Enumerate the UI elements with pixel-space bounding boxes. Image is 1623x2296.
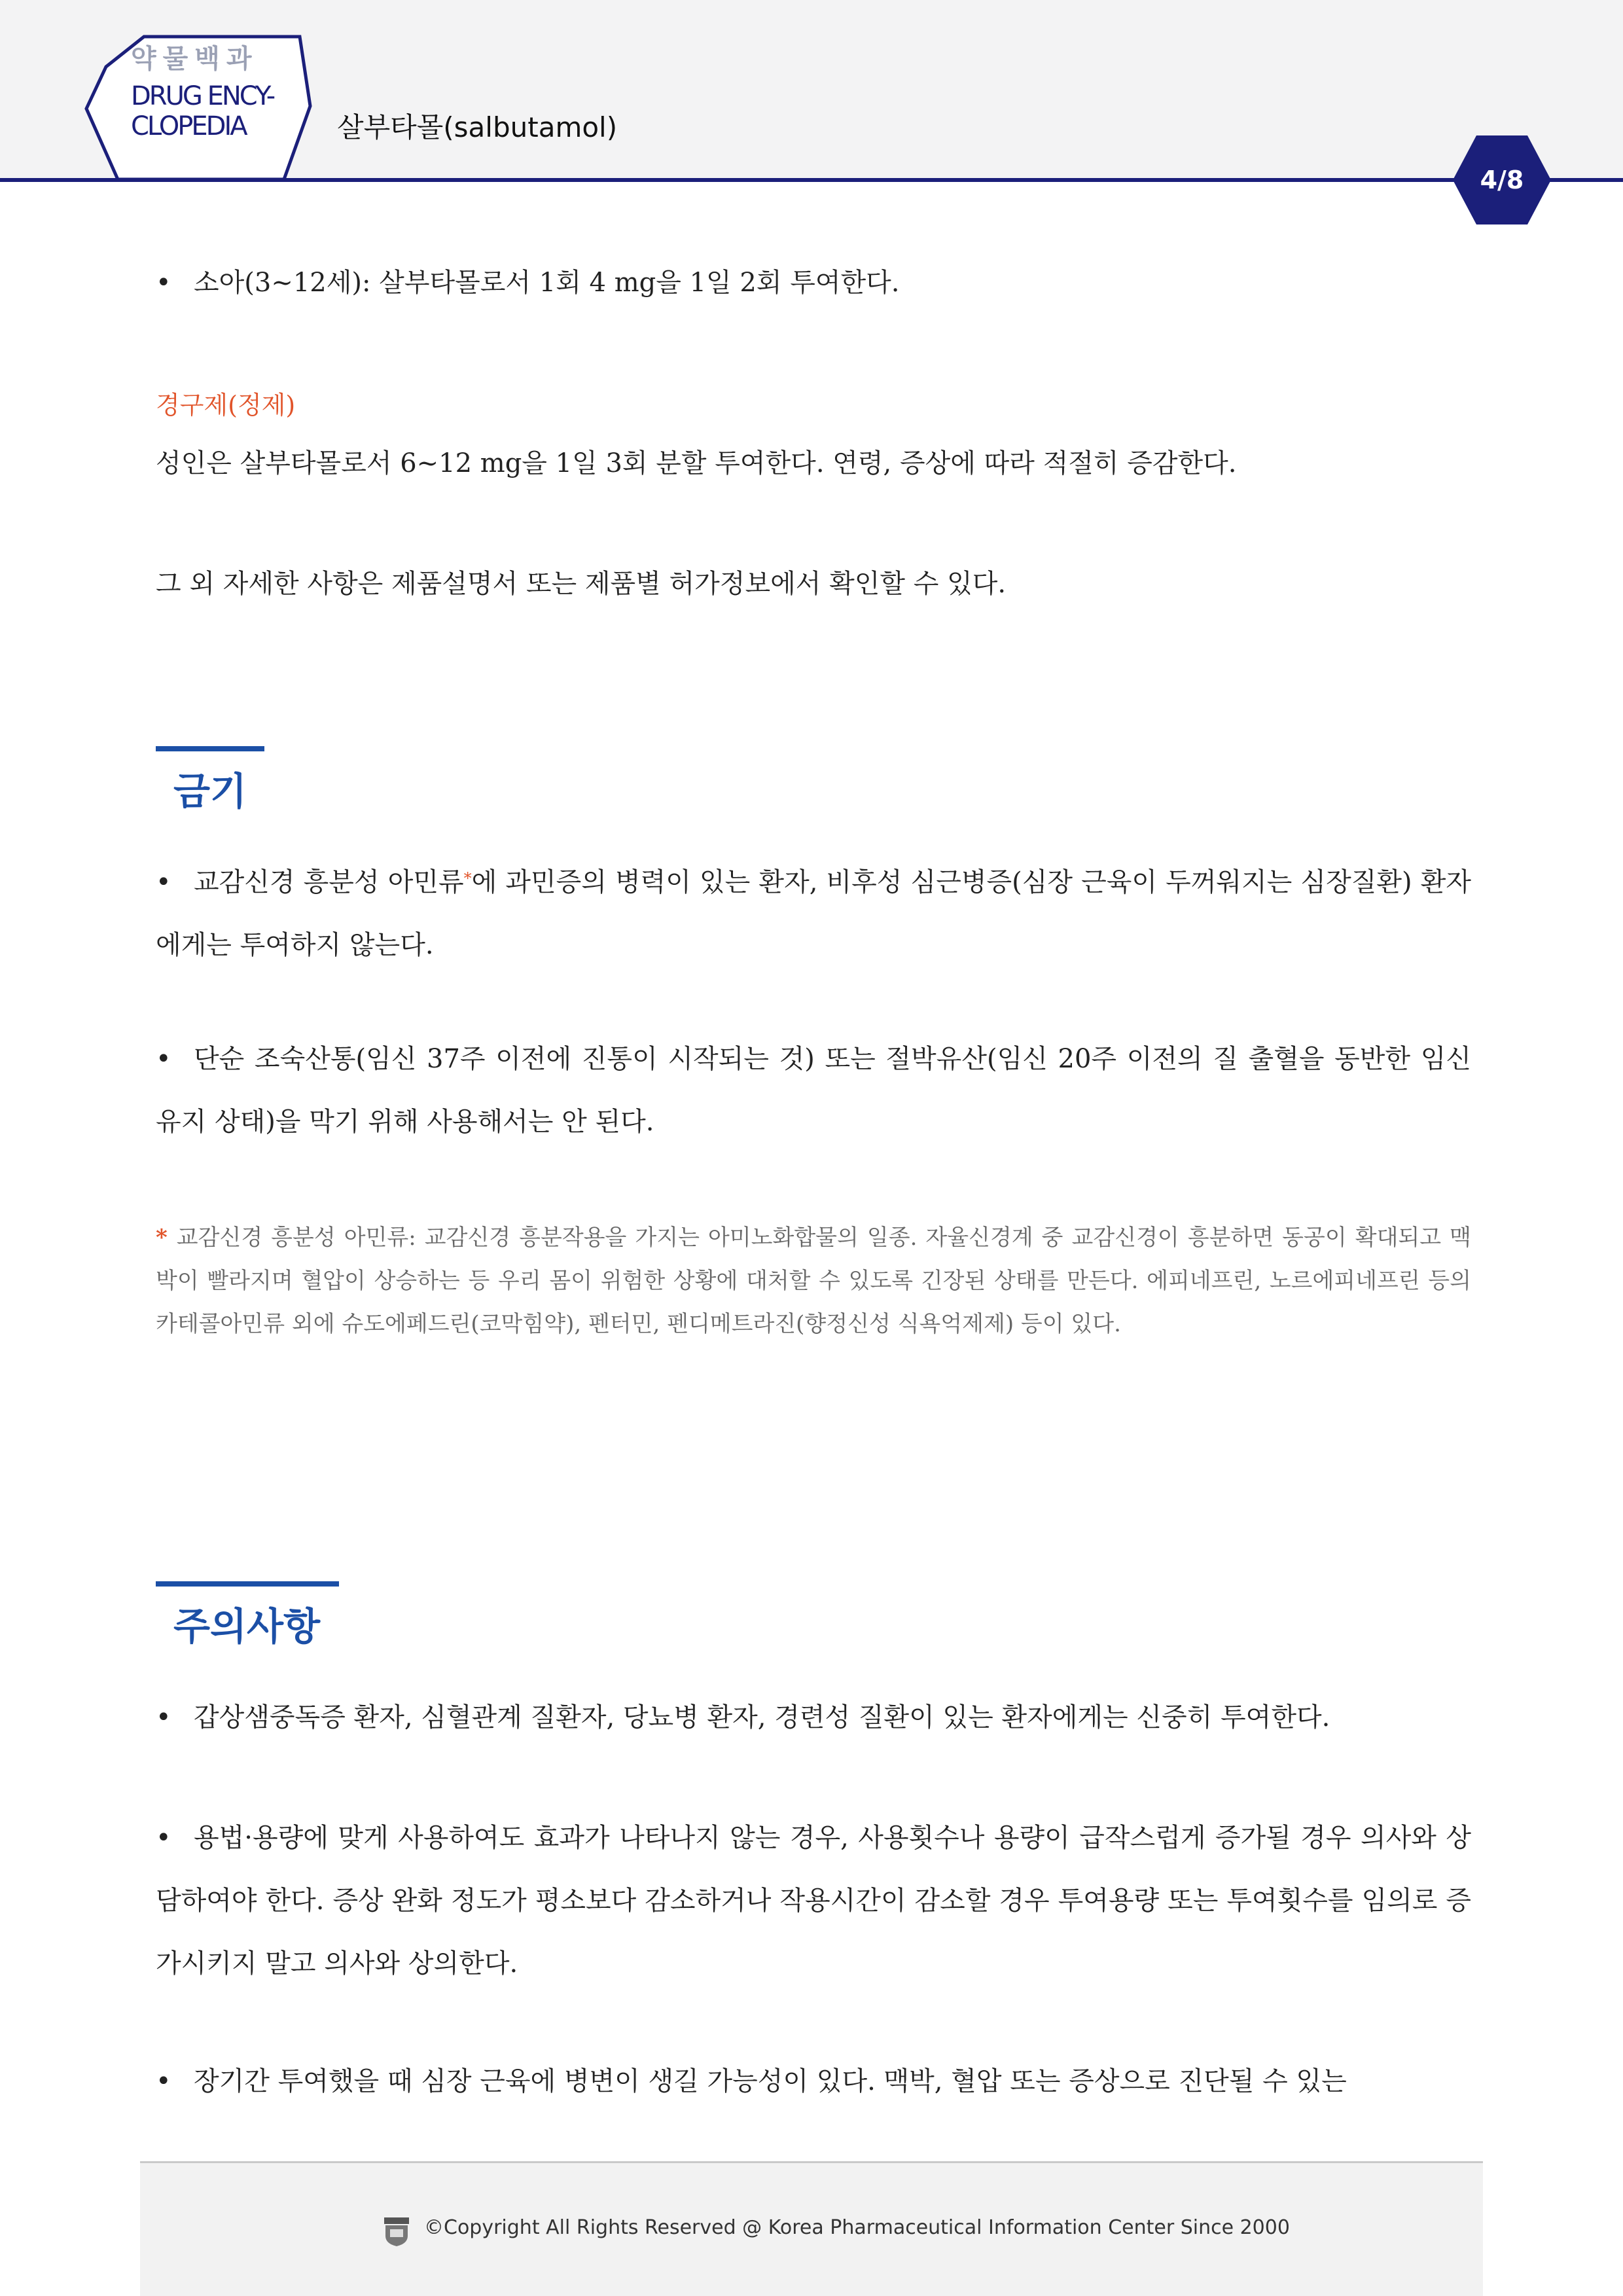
footnote-text: 교감신경 흥분성 아민류: 교감신경 흥분작용을 가지는 아미노화합물의 일종. 자율신경계 중 교감신경이 흥분하면 동공이 확대되고 맥박이 빨라지며 혈압이 상승하는 등 우리 몸이 위험한 상황에 대처할 수 있도록 긴장된 상태를 만든다. 에피네프린, 노르에피네프린 등의 카테콜아민류 외에 슈도에페드린(코막힘약), 펜터민, 펜디메트라진(향정신성 식욕억제제) 등이 있다. — [156, 1225, 1471, 1337]
footnote-sympathomimetic-amines — [156, 1216, 1471, 1346]
precaution-bullet-2 — [156, 1806, 1471, 1995]
footnote-marker: * — [463, 869, 472, 888]
crest-icon — [383, 2216, 410, 2248]
bullet-text: 갑상샘중독증 환자, 심혈관계 질환자, 당뇨병 환자, 경련성 질환이 있는 환자에게는 신중히 투여한다. — [194, 1702, 1330, 1732]
logo-english-line1: DRUG ENCY- — [131, 81, 274, 111]
bullet-icon: • — [156, 1044, 171, 1074]
bullet-icon: • — [156, 1702, 171, 1732]
precaution-bullet-1 — [156, 1686, 1471, 1749]
bullet-text: 소아(3~12세): 살부타몰로서 1회 4 mg을 1일 2회 투여한다. — [194, 268, 900, 298]
oral-tablet-heading: 경구제(정제) — [156, 391, 296, 420]
document-title: 살부타몰(salbutamol) — [337, 111, 618, 143]
page-number: 4/8 — [1480, 166, 1524, 194]
bullet-icon: • — [156, 268, 171, 298]
contraindication-bullet-1 — [156, 851, 1471, 977]
bullet-icon: • — [156, 1823, 171, 1853]
logo-english-line2: CLOPEDIA — [131, 111, 246, 141]
logo-korean-text: 약물백과 — [131, 44, 259, 74]
bullet-icon: • — [156, 2066, 171, 2096]
precaution-bullet-3 — [156, 2050, 1471, 2113]
section-title-precautions: 주의사항 — [173, 1604, 321, 1649]
more-info-paragraph: 그 외 자세한 사항은 제품설명서 또는 제품별 허가정보에서 확인할 수 있다. — [156, 569, 1007, 599]
section-bar-precautions — [156, 1581, 339, 1587]
header-rule — [0, 178, 1623, 182]
bullet-text: 용법·용량에 맞게 사용하여도 효과가 나타나지 않는 경우, 사용횟수나 용량이 급작스럽게 증가될 경우 의사와 상담하여야 한다. 증상 완화 정도가 평소보다 감소하거나 작용시간이 감소할 경우 투여용량 또는 투여횟수를 임의로 증가시키지 말고 의사와 상의한다. — [156, 1823, 1471, 1979]
dosage-child-bullet — [156, 251, 1471, 314]
footnote-marker: * — [156, 1225, 168, 1251]
bullet-text: 교감신경 흥분성 아민류 — [194, 867, 464, 897]
oral-adult-dosage: 성인은 살부타몰로서 6~12 mg을 1일 3회 분할 투여한다. 연령, 증상에 따라 적절히 증감한다. — [156, 448, 1237, 478]
contraindication-bullet-2 — [156, 1028, 1471, 1153]
logo — [131, 46, 288, 141]
copyright-text: ©Copyright All Rights Reserved @ Korea Pharmaceutical Information Center Since 2000 — [424, 2216, 1290, 2239]
section-bar-contraindications — [156, 746, 264, 751]
bullet-text: 단순 조숙산통(임신 37주 이전에 진통이 시작되는 것) 또는 절박유산(임신 20주 이전의 질 출혈을 동반한 임신 유지 상태)을 막기 위해 사용해서는 안 된다. — [156, 1044, 1471, 1137]
bullet-icon: • — [156, 867, 171, 897]
bullet-text: 에 과민증의 병력이 있는 환자, 비후성 심근병증(심장 근육이 두꺼워지는 심장질환) 환자에게는 투여하지 않는다. — [156, 867, 1471, 960]
bullet-text: 장기간 투여했을 때 심장 근육에 병변이 생길 가능성이 있다. 맥박, 혈압 또는 증상으로 진단될 수 있는 — [194, 2066, 1347, 2096]
section-title-contraindications: 금기 — [173, 769, 247, 814]
